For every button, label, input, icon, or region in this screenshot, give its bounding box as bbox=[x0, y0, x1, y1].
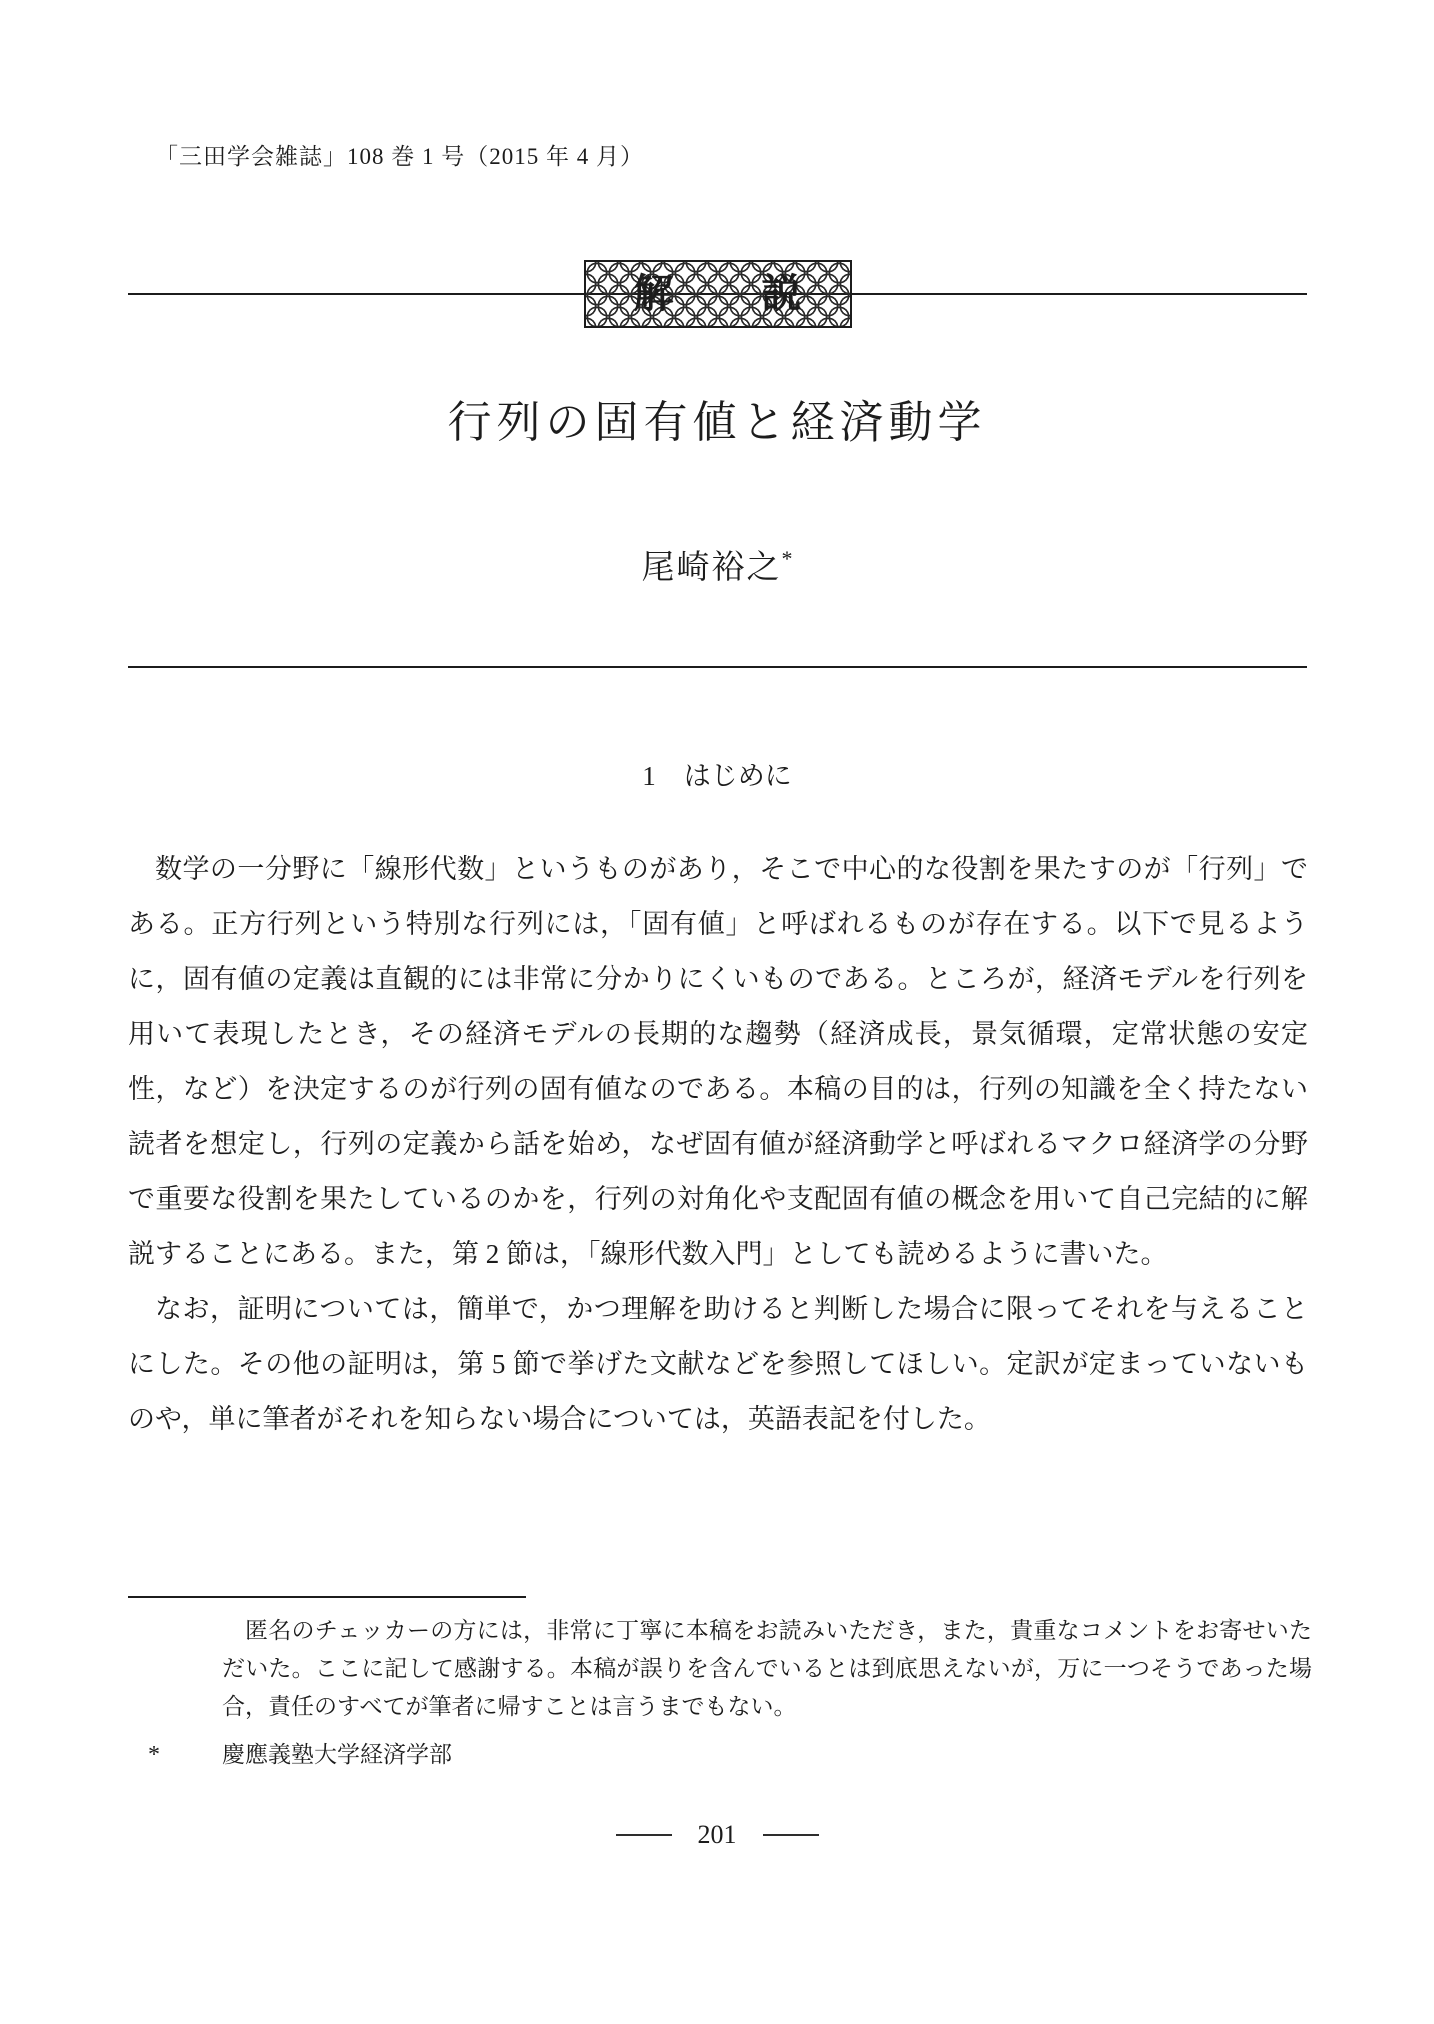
body-paragraph: 数学の一分野に「線形代数」というものがあり，そこで中心的な役割を果たすのが「行列」である。正方行列という特別な行列には，「固有値」と呼ばれるものが存在する。以下で見るように，固有値の定義は直観的には非常に分かりにくいものである。ところが，経済モデルを行列を用いて表現したとき，その経済モデルの長期的な趨勢（経済成長，景気循環，定常状態の安定性，など）を決定するのが行列の固有値なのである。本稿の目的は，行列の知識を全く持たない読者を想定し，行列の定義から話を始め，なぜ固有値が経済動学と呼ばれるマクロ経済学の分野で重要な役割を果たしているのかを，行列の対角化や支配固有値の概念を用いて自己完結的に解説することにある。また，第 2 節は，「線形代数入門」としても読めるように書いた。 bbox=[128, 854, 1308, 1269]
page-number-row bbox=[0, 1820, 1434, 1850]
body-paragraph: なお，証明については，簡単で，かつ理解を助けると判断した場合に限ってそれを与えることにした。その他の証明は，第 5 節で挙げた文献などを参照してほしい。定訳が定まっていないものや，単に筆者がそれを知らない場合については，英語表記を付した。 bbox=[128, 1294, 1308, 1434]
kaisetsu-char-right: 説 bbox=[761, 271, 802, 316]
affiliation-text: 慶應義塾大学経済学部 bbox=[222, 1742, 452, 1767]
body-text bbox=[128, 842, 1308, 1447]
journal-header: 「三田学会雑誌」108 巻 1 号（2015 年 4 月） bbox=[155, 144, 644, 169]
page-number-dash-right bbox=[763, 1834, 819, 1836]
section-label: はじめに bbox=[683, 761, 792, 791]
page-number: 201 bbox=[697, 1820, 737, 1849]
author-line bbox=[0, 541, 1434, 588]
affiliation-line bbox=[148, 1736, 452, 1774]
author-footnote-mark: * bbox=[781, 546, 793, 571]
footnote-separator-rule bbox=[128, 1596, 526, 1598]
kaisetsu-pattern-box bbox=[584, 260, 852, 328]
page-number-dash-left bbox=[616, 1834, 672, 1836]
kaisetsu-char-left: 解 bbox=[633, 271, 674, 316]
section-heading bbox=[0, 754, 1434, 793]
footnote-acknowledgement: 匿名のチェッカーの方には，非常に丁寧に本稿をお読みいただき，また，貴重なコメントをお寄せいただいた。ここに記して感謝する。本稿が誤りを含んでいるとは到底思えないが，万に一つそうであった場合，責任のすべてが筆者に帰すことは言うまでもない。 bbox=[222, 1618, 1312, 1719]
author-name: 尾崎裕之 bbox=[641, 550, 782, 586]
affiliation-footnote-mark: * bbox=[148, 1742, 160, 1768]
title-separator-rule bbox=[128, 666, 1307, 668]
section-number: 1 bbox=[642, 761, 656, 791]
paper-title: 行列の固有値と経済動学 bbox=[447, 398, 987, 447]
kaisetsu-band bbox=[128, 260, 1307, 328]
